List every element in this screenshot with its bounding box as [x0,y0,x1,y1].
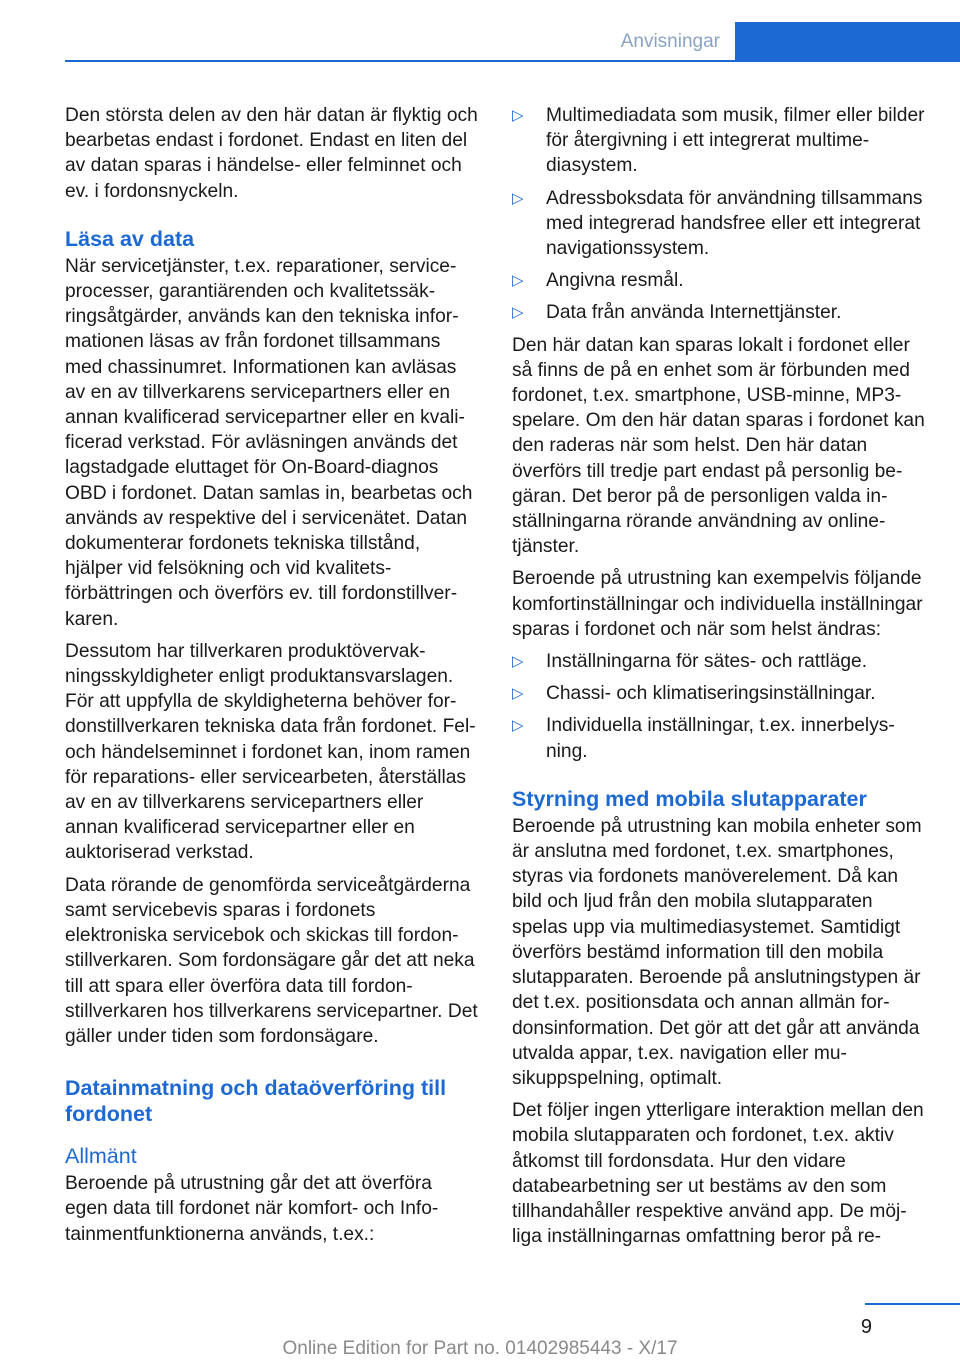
list-transfer-data [512,103,927,326]
right-column [512,103,927,1256]
list-item: ▷ Inställningarna för sätes- och rattläge. [512,651,868,673]
header-rule [65,60,735,62]
list-settings [512,649,927,764]
paragraph-mobile-1: Beroende på utrustning kan mobila enheter som är anslutna med fordonet, t.ex. smartphones, styras via fordonets manöverelement. Då kan bild och ljud från den mobila slutapparaten spelas upp via multimediasystemet. Samtidigt överförs bestämd information till den mobila slutapparaten. Beroende på anslutningstypen är det t.ex. positionsdata och annan allmän fordonsinformation. Det gör att det går att använda utvalda appar, t.ex. navigation eller musikuppspelning, optimalt. [512,815,922,1089]
triangle-bullet-icon: ▷ [512,717,524,735]
footer-edition-text: Online Edition for Part no. 01402985443 - X/17 [282,1338,678,1359]
heading-data-input: Datainmatning och dataöverföring till fordonet [65,1076,447,1127]
paragraph-local-storage: Den här datan kan sparas lokalt i fordonet eller så finns de på en enhet som är förbunden med fordonet, t.ex. smartphone, USB-minne, MP3-spelare. Om den här datan sparas i fordonet kan den raderas när som helst. Den här datan överförs till tredje part endast på personlig begäran. Det beror på de personligen valda inställningarna rörande användning av onlinetjänster. [512,334,925,558]
heading-read-data: Läsa av data [65,226,195,251]
list-item: ▷ Individuella inställningar, t.ex. innerbelysning. [512,715,895,762]
triangle-bullet-icon: ▷ [512,272,524,290]
paragraph-read-1: När servicetjänster, t.ex. reparationer, serviceprocesser, garantiärenden och kvalitetssäkringsåtgärder, används kan den tekniska informationen läsas av från fordonet tillsammans med chassinumret. Informationen kan avläsas av en av tillverkarens servicepartners eller en annan kvalificerad servicepartner eller en kvalificerad verkstad. För avläsningen används det lagstadgade eluttaget för On-Board-diagnos OBD i fordonet. Datan samlas in, bearbetas och används av respektive del i servicenätet. Datan dokumenterar fordonets tekniska tillstånd, hjälper vid felsökning och vid kvalitetsförbättringen och överförs ev. till fordonstillverkaren. [65,255,473,630]
list-item: ▷ Angivna resmål. [512,270,684,292]
triangle-bullet-icon: ▷ [512,653,524,671]
list-item: ▷ Data från använda Internettjänster. [512,302,842,324]
list-item: ▷ Multimediadata som musik, filmer eller bilder för återgivning i ett integrerat multimediasystem. [512,105,925,177]
paragraph-read-3: Data rörande de genomförda serviceåtgärderna samt servicebevis sparas i fordonets elektroniska servicebok och skickas till fordonstillverkaren. Som fordonsägare går det att neka till att spara eller överföra data till fordonstillverkaren hos tillverkarens servicepartner. Det gäller under tiden som fordonsägare. [65,874,478,1047]
header-title: Anvisningar [620,31,720,52]
triangle-bullet-icon: ▷ [512,189,524,207]
paragraph-general: Beroende på utrustning går det att överföra egen data till fordonet när komfort- och Infotainmentfunktionerna används, t.ex.: [65,1173,439,1245]
heading-mobile-control: Styrning med mobila slutapparater [512,786,867,811]
page-number: 9 [860,1316,872,1338]
page-header [65,22,960,62]
triangle-bullet-icon: ▷ [512,304,524,322]
paragraph-volatile-data: Den största delen av den här datan är flyktig och bearbetas endast i fordonet. Endast en liten del av datan sparas i händelse- eller felminnet och ev. i fordonsnyckeln. [65,105,478,202]
list-item: ▷ Adressboksdata för användning tillsammans med integrerad handsfree eller ett integrerat navigationssystem. [512,187,923,260]
left-column [65,103,478,1254]
header-accent-block [735,22,960,62]
triangle-bullet-icon: ▷ [512,685,524,703]
paragraph-mobile-2: Det följer ingen ytterligare interaktion mellan den mobila slutapparaten och fordonet, t.ex. aktiv åtkomst till fordonsdata. Hur den vidare databearbetning ser ut bestäms av den som tillhandahåller respektive använd app. De möjliga inställningarnas omfattning beror på re- [512,1100,924,1248]
triangle-bullet-icon: ▷ [512,107,524,124]
paragraph-settings: Beroende på utrustning kan exempelvis följande komfortinställningar och individuella inställningar sparas i fordonet och när som helst ändras: [512,568,923,640]
heading-general: Allmänt [65,1144,137,1169]
list-item: ▷ Chassi- och klimatiseringsinställningar. [512,683,876,705]
footer-rule [865,1303,960,1305]
paragraph-read-2: Dessutom har tillverkaren produktövervakningsskyldigheter enligt produktansvarslagen. För att uppfylla de skyldigheterna behöver fordonstillverkaren tekniska data från fordonet. Fel- och händelseminnet i fordonet kan, inom ramen för reparations- eller servicearbeten, återställas av en av tillverkarens servicepartners eller annan kvalificerad servicepartner eller en auktoriserad verkstad. [65,640,476,864]
